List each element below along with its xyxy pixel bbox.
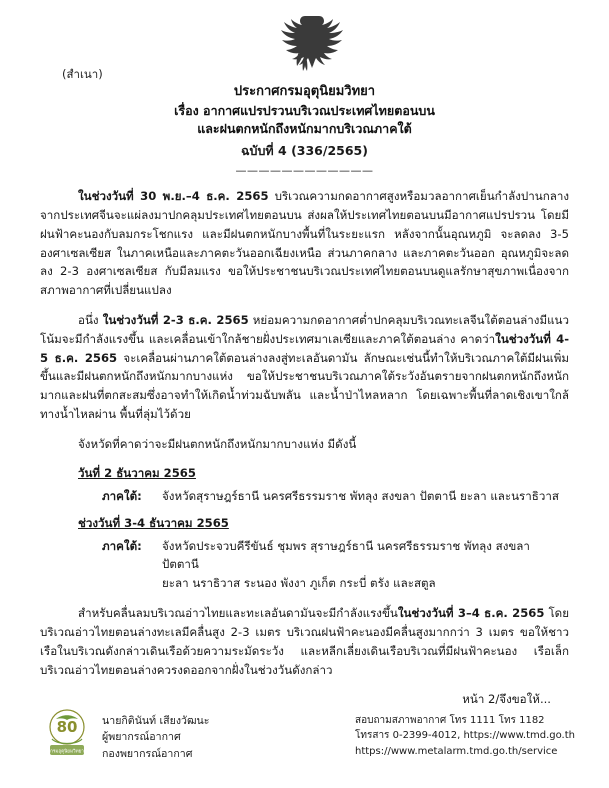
forecast-row-2 [40, 537, 569, 593]
forecast-row-1 [40, 487, 569, 506]
svg-text:80: 80 [56, 717, 78, 736]
paragraph-2-text-b: จะเคลื่อนผ่านภาคใต้ตอนล่างลงสู่ทะเลอันดามัน ลักษณะเช่นนี้ทำให้บริเวณภาคใต้มีฝนเพิ่มขึ้นและมีฝนตกหนักถึงหนักมากบางแห่ง ขอให้ประชาชนบริเวณภาคใต้ระวังอันตรายจากฝนตกหนักถึงหนักมากและฝนที่ตกสะสมซึ่งอาจทำให้เกิดน้ำท่วมฉับพลัน และน้ำป่าไหลหลาก โดยเฉพาะพื้นที่ลาดเชิงเขาใกล้ทางน้ำไหลผ่าน พื้นที่ลุ่มไว้ด้วย [40, 350, 569, 421]
paragraph-2-bold-date-1: ในช่วงวันที่ 2-3 ธ.ค. 2565 [102, 312, 249, 327]
tmd-anniversary-logo [40, 705, 94, 759]
paragraph-marine-text-b: โดยบริเวณอ่าวไทยตอนล่างทะเลมีคลื่นสูง 2-3 เมตร บริเวณฝนฟ้าคะนองมีคลื่นสูงมากกว่า 3 เมตร ขอให้ชาวเรือในบริเวณดังกล่าวเดินเรือด้วยความระมัดระวัง และหลีกเลี่ยงเดินเรือบริเวณที่มีฝนฟ้าคะนอง เรือเล็กบริเวณอ่าวไทยตอนล่างควรงดออกจากฝั่งในช่วงวันดังกล่าว [40, 606, 569, 677]
paragraph-1 [40, 187, 569, 300]
paragraph-3: จังหวัดที่คาดว่าจะมีฝนตกหนักถึงหนักมากบางแห่ง มีดังนี้ [78, 436, 357, 451]
paragraph-marine-bold-date: ในช่วงวันที่ 3–4 ธ.ค. 2565 [397, 606, 545, 621]
forecast-region-label-2: ภาคใต้: [102, 538, 142, 553]
contact-service-url[interactable]: https://www.metalarm.tmd.go.th/service [355, 745, 558, 757]
paragraph-2-bold-date-2: ในช่วงวันที่ 4-5 ธ.ค. 2565 [40, 331, 569, 365]
document-body [40, 187, 569, 709]
copy-mark: (สำเนา) [62, 67, 103, 81]
forecast-provinces-2 [160, 537, 569, 593]
signer-org: กองพยากรณ์อากาศ [102, 747, 193, 760]
title-block [40, 82, 569, 179]
forecast-date-heading-1: วันที่ 2 ธันวาคม 2565 [78, 466, 196, 481]
forecast-region-label-1: ภาคใต้: [102, 489, 142, 504]
forecast-provinces-2-line-2: ยะลา นราธิวาส ระนอง พังงา ภูเก็ต กระบี่ ตรัง และสตูล [162, 575, 436, 590]
garuda-emblem [40, 14, 569, 76]
forecast-provinces-2-line-1: จังหวัดประจวบคีรีขันธ์ ชุมพร สุราษฎร์ธานี นครศรีธรรมราช พัทลุง สงขลา ปัตตานี [162, 538, 530, 572]
document-title-line-3: และฝนตกหนักถึงหนักมากบริเวณภาคใต้ [197, 121, 412, 137]
forecast-provinces-1 [160, 487, 569, 506]
forecast-provinces-1-line-1: จังหวัดสุราษฎร์ธานี นครศรีธรรมราช พัทลุง สงขลา ปัตตานี ยะลา และนราธิวาส [162, 489, 559, 504]
contact-fax-website[interactable]: โทรสาร 0-2399-4012, https://www.tmd.go.th [355, 730, 575, 742]
document-title-line-2: เรื่อง อากาศแปรปรวนบริเวณประเทศไทยตอนบน [174, 102, 435, 118]
signature-block [102, 705, 209, 762]
paragraph-marine [40, 604, 569, 679]
svg-text:กรมอุตุนิยมวิทยา: กรมอุตุนิยมวิทยา [50, 749, 84, 755]
forecast-date-heading-2: ช่วงวันที่ 3-4 ธันวาคม 2565 [78, 515, 229, 530]
next-page-note: หน้า 2/จึงขอให้... [462, 692, 551, 707]
paragraph-2-lead: อนึ่ง [78, 312, 103, 327]
contact-phone: สอบถามสภาพอากาศ โทร 1111 โทร 1182 [355, 714, 545, 726]
document-title-line-1: ประกาศกรมอุตุนิยมวิทยา [233, 84, 376, 99]
paragraph-2-text-a: หย่อมความกดอากาศต่ำปกคลุมบริเวณทะเลจีนใต้ตอนล่างมีแนวโน้มจะมีกำลังแรงขึ้น และเคลื่อนเข้าใกล้ชายฝั่งประเทศมาเลเซียและภาคใต้ตอนล่าง คาดว่า [40, 312, 569, 346]
signer-title: ผู้พยากรณ์อากาศ [102, 731, 181, 744]
signer-name: นายกิตินันท์ เสียงวัฒนะ [102, 714, 210, 727]
document-footer [40, 705, 575, 762]
paragraph-2 [40, 311, 569, 424]
paragraph-1-text: บริเวณความกดอากาศสูงหรือมวลอากาศเย็นกำลังปานกลางจากประเทศจีนจะแผ่ลงมาปกคลุมประเทศไทยตอนบน ส่งผลให้ประเทศไทยตอนบนมีอากาศแปรปรวน โดยมีฝนฟ้าคะนองกับลมกระโชกแรง และมีฝนตกหนักบางพื้นที่ในระยะแรก หลังจากนั้นอุณหภูมิ จะลดลง 3-5 องศาเซลเซียส ในภาคเหนือและภาคตะวันออกเฉียงเหนือ ส่วนภาคกลาง และภาคตะวันออก อุณหภูมิจะลดลง 2-3 องศาเซลเซียส กับมีลมแรง ขอให้ประชาชนบริเวณประเทศไทยตอนบนดูแลรักษาสุขภาพเนื่องจากสภาพอากาศที่เปลี่ยนแปลง [40, 189, 569, 298]
footer-left [40, 705, 209, 762]
title-divider: ———————————— [235, 163, 374, 177]
issue-number: ฉบับที่ 4 (336/2565) [241, 143, 368, 158]
contact-block [355, 705, 575, 760]
paragraph-marine-text-a: สำหรับคลื่นลมบริเวณอ่าวไทยและทะเลอันดามันจะมีกำลังแรงขึ้น [78, 606, 398, 621]
paragraph-1-bold-date: ในช่วงวันที่ 30 พ.ย.–4 ธ.ค. 2565 [78, 189, 269, 204]
